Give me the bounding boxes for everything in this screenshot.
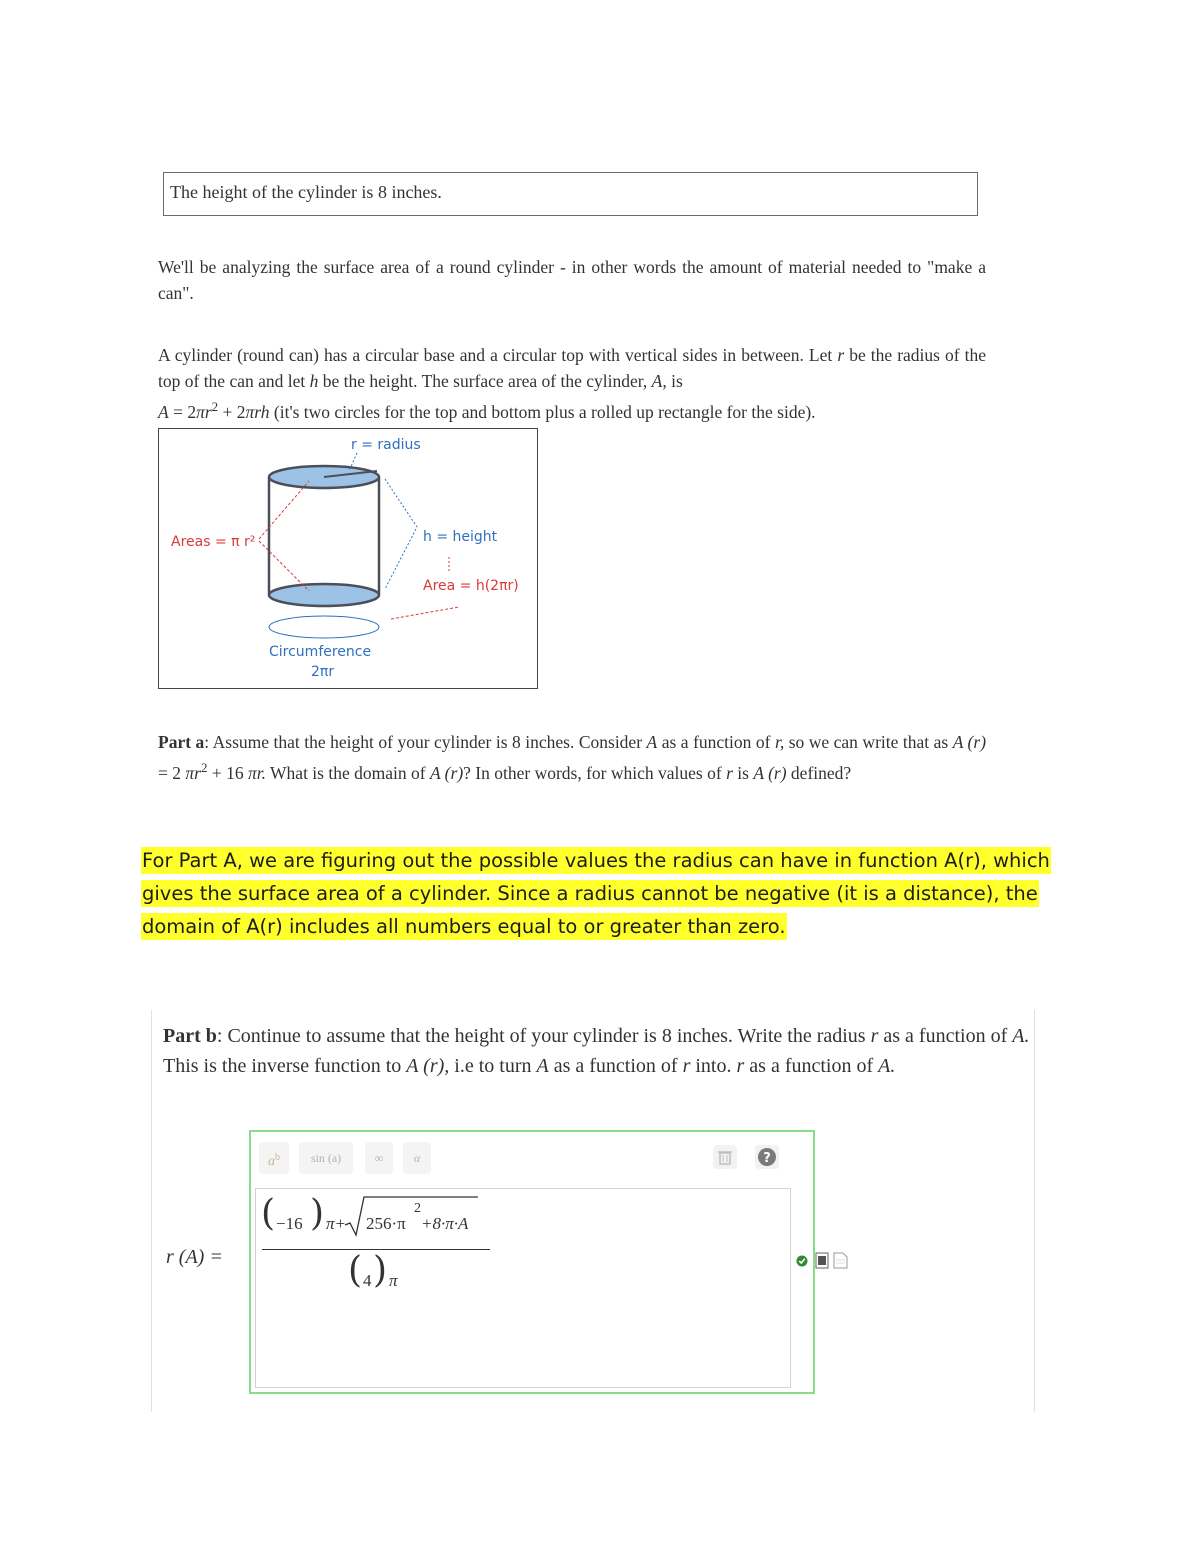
radius-label: r = radius: [351, 437, 421, 453]
status-icons: [796, 1252, 852, 1270]
denominator-four: 4: [363, 1271, 372, 1290]
areas-label: Areas = π r²: [171, 534, 256, 550]
answer-status: [796, 1252, 852, 1270]
cylinder-diagram: [158, 428, 538, 689]
math-input-area[interactable]: ( −16 ) π+ 256·π 2 +8·π·A ( 4 ) π: [255, 1188, 791, 1388]
cylinder-bottom: [269, 584, 379, 606]
math-toolbar: [251, 1132, 813, 1184]
trash-icon: [713, 1145, 737, 1169]
alpha-button[interactable]: α: [403, 1142, 431, 1174]
side-area-label: Area = h(2πr): [423, 578, 519, 594]
power-button[interactable]: $a^b$: [259, 1142, 289, 1174]
help-icon: [755, 1145, 779, 1169]
help-button[interactable]: [755, 1145, 779, 1169]
side-area-arrow: [391, 607, 459, 619]
math-editor[interactable]: [249, 1130, 815, 1394]
height-bracket: [385, 479, 417, 589]
circumference-value: 2πr: [311, 664, 335, 680]
svg-text:?: ?: [763, 1151, 771, 1166]
trash-button[interactable]: [713, 1145, 737, 1169]
part-a-answer: [141, 844, 1063, 943]
sin-button[interactable]: sin (a): [299, 1142, 353, 1174]
circumference-label: Circumference: [269, 644, 372, 660]
numerator-pi-plus: π+: [326, 1214, 346, 1233]
part-b-question: Part b: Continue to assume that the height of your cylinder is 8 inches. Write the radius r as a function of A. This is the inverse function to A (r), i.e to turn A as a function of r into. r as a function of A.: [163, 1025, 1030, 1077]
given-info-box: [163, 172, 978, 216]
highlighted-answer-text: For Part A, we are figuring out the possible values the radius can have in function A(r), which gives the surface area of a cylinder. Since a radius cannot be negative (it is a distance), the domain of A(r) includes all numbers equal to or greater than zero.: [142, 849, 1050, 938]
blank-doc-icon: [834, 1253, 847, 1268]
correct-check-icon: [797, 1256, 808, 1267]
denominator-pi: π: [389, 1271, 398, 1290]
preview-doc-icon: [816, 1253, 828, 1268]
circumference-ellipse: [269, 616, 379, 638]
surface-area-formula: $A = 2\pi r^2 + 2\pi rh$: [158, 399, 270, 422]
height-label: h = height: [423, 529, 498, 545]
radicand-exponent: 2: [414, 1201, 421, 1216]
infinity-button[interactable]: ∞: [365, 1142, 393, 1174]
cylinder-figure: [159, 429, 536, 687]
intro-paragraph: We'll be analyzing the surface area of a round cylinder - in other words the amount of material needed to "make a can".: [158, 257, 986, 303]
numerator-neg16: −16: [276, 1214, 303, 1233]
radicand-rest: +8·π·A: [421, 1214, 469, 1233]
part-b-label: Part b: [163, 1025, 217, 1047]
cylinder-side: [269, 477, 379, 595]
given-text: The height of the cylinder is 8 inches.: [170, 182, 442, 202]
answer-lhs: r (A) =: [166, 1246, 223, 1268]
radicand-256: 256·π: [366, 1214, 406, 1233]
cylinder-description: A cylinder (round can) has a circular base and a circular top with vertical sides in between. Let r be the radius of the top of the can and let h be the height. The surface area of the cylinder, A, is $A = 2\pi r^2 + 2\pi rh$ (it's two circles for the top and bottom plus a rolled up rectangle for the side).: [158, 345, 987, 422]
part-a-question: Part a: Assume that the height of your cylinder is 8 inches. Consider A as a function of r, so we can write that as A (r) = 2 $\pi r^2 + 16$ πr. What is the domain of A (r)? In other words, for which values of r is A (r) defined?: [158, 732, 987, 783]
part-a-label: Part a: [158, 732, 205, 752]
